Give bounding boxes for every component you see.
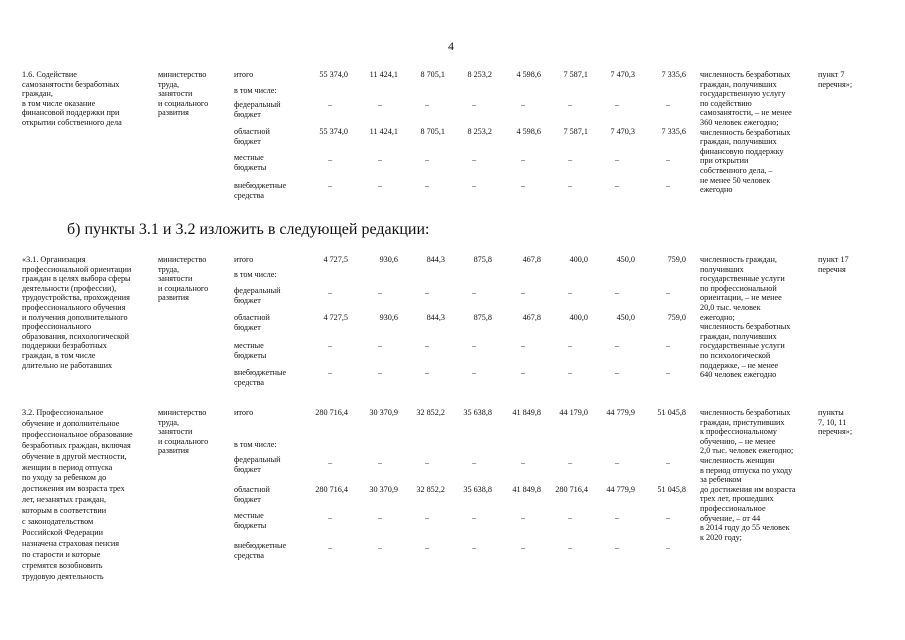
value-cell: – [327, 368, 333, 377]
value-cell: – [665, 543, 671, 552]
value-cell: – [520, 513, 526, 522]
value-cell: – [520, 155, 526, 164]
value-cell: 44 179,0 [559, 408, 588, 417]
value-cell: 759,0 [667, 255, 686, 264]
page-number: 4 [448, 39, 454, 53]
source-label: итого [234, 255, 254, 264]
value-cell: 280 716,4 [315, 408, 348, 417]
value-cell: – [424, 155, 430, 164]
value-cell: – [665, 100, 671, 109]
value-cell: – [520, 458, 526, 467]
value-cell: – [665, 341, 671, 350]
value-cell: 35 638,8 [463, 408, 492, 417]
value-cell: 7 335,6 [661, 127, 686, 136]
value-cell: – [614, 100, 620, 109]
source-label: федеральный бюджет [234, 100, 281, 119]
value-cell: 280 716,4 [555, 485, 588, 494]
source-label: областной бюджет [234, 127, 270, 146]
value-cell: – [567, 513, 573, 522]
value-cell: – [520, 288, 526, 297]
source-label: в том числе: [234, 270, 277, 279]
value-cell: – [424, 368, 430, 377]
value-cell: 8 253,2 [467, 127, 492, 136]
value-cell: – [614, 288, 620, 297]
section-heading: б) пункты 3.1 и 3.2 изложить в следующей редакции: [67, 221, 430, 238]
value-cell: 844,3 [426, 255, 445, 264]
value-cell: 32 852,2 [416, 408, 445, 417]
value-cell: 44 779,9 [606, 485, 635, 494]
indicator-text: численность безработных граждан, приступивших к профессиональному обучению, – не менее 2,0 тыс. человек ежегодно; численность женщин в период отпуска по уходу за ребенком до достижения им возраста трех лет, прошедших профессиональное обучение, – от 44 в 2014 году до 55 человек к 2020 году; [700, 408, 796, 542]
value-cell: 32 852,2 [416, 485, 445, 494]
indicator-text: численность граждан, получивших государственные услуги по профессиональной ориентации, – не менее 20,0 тыс. человек ежегодно; численность безработных граждан, получивших государственные услуги по психологической поддержке, – не менее 640 человек ежегодно [700, 255, 791, 380]
value-cell: – [665, 288, 671, 297]
value-cell: – [377, 341, 383, 350]
value-cell: 8 253,2 [467, 70, 492, 79]
value-cell: 7 587,1 [563, 127, 588, 136]
value-cell: – [567, 155, 573, 164]
value-cell: – [520, 341, 526, 350]
executor: министерство труда, занятости и социального развития [158, 408, 209, 456]
value-cell: – [471, 155, 477, 164]
value-cell: – [665, 513, 671, 522]
value-cell: 55 374,0 [319, 70, 348, 79]
value-cell: – [327, 100, 333, 109]
value-cell: – [471, 543, 477, 552]
measure-name: 1.6. Содействие самозанятости безработных граждан, в том числе оказание финансовой поддержки при открытии собственного дела [22, 70, 122, 127]
source-label: местные бюджеты [234, 341, 267, 360]
value-cell: 41 849,8 [512, 485, 541, 494]
value-cell: – [567, 100, 573, 109]
value-cell: – [614, 155, 620, 164]
value-cell: – [567, 181, 573, 190]
source-label: местные бюджеты [234, 511, 267, 530]
value-cell: 11 424,1 [369, 127, 398, 136]
value-cell: 4 598,6 [516, 127, 541, 136]
value-cell: – [665, 181, 671, 190]
value-cell: 930,6 [379, 255, 398, 264]
value-cell: – [614, 341, 620, 350]
value-cell: – [567, 288, 573, 297]
value-cell: – [424, 341, 430, 350]
value-cell: – [327, 458, 333, 467]
executor: министерство труда, занятости и социального развития [158, 255, 209, 303]
value-cell: – [614, 181, 620, 190]
value-cell: – [614, 368, 620, 377]
value-cell: – [377, 368, 383, 377]
value-cell: – [471, 513, 477, 522]
value-cell: – [471, 100, 477, 109]
value-cell: 44 779,9 [606, 408, 635, 417]
source-label: внебюджетные средства [234, 541, 287, 560]
value-cell: – [377, 543, 383, 552]
value-cell: 11 424,1 [369, 70, 398, 79]
value-cell: 467,8 [522, 255, 541, 264]
value-cell: – [424, 458, 430, 467]
value-cell: – [377, 100, 383, 109]
value-cell: 467,8 [522, 313, 541, 322]
value-cell: – [614, 513, 620, 522]
value-cell: 7 470,3 [610, 127, 635, 136]
source-label: федеральный бюджет [234, 286, 281, 305]
value-cell: – [327, 543, 333, 552]
value-cell: 400,0 [569, 313, 588, 322]
value-cell: 930,6 [379, 313, 398, 322]
source-label: внебюджетные средства [234, 181, 287, 200]
source-label: итого [234, 70, 254, 79]
value-cell: – [520, 181, 526, 190]
value-cell: – [377, 458, 383, 467]
value-cell: – [424, 181, 430, 190]
reference-text: пункт 17 перечня [818, 255, 849, 274]
measure-name: 3.2. Профессиональное обучение и дополнительное профессиональное образование безработных граждан, включая обучение в другой местности, женщин в период отпуска по уходу за ребенком до достижения им возраста трех лет, незанятых граждан, которым в соответствии с законодательством Российской Федерации назначена страховая пенсия по старости и которые стремятся возобновить трудовую деятельность [22, 408, 133, 581]
value-cell: – [614, 543, 620, 552]
value-cell: 51 045,8 [657, 408, 686, 417]
value-cell: – [471, 341, 477, 350]
value-cell: 7 335,6 [661, 70, 686, 79]
value-cell: – [471, 458, 477, 467]
value-cell: – [424, 513, 430, 522]
value-cell: 7 470,3 [610, 70, 635, 79]
value-cell: – [520, 100, 526, 109]
value-cell: 450,0 [616, 313, 635, 322]
value-cell: – [567, 368, 573, 377]
value-cell: 51 045,8 [657, 485, 686, 494]
source-label: федеральный бюджет [234, 455, 281, 474]
indicator-text: численность безработных граждан, получивших государственную услугу по содействию самозанятости, – не менее 360 человек ежегодно; численность безработных граждан, получивших финансовую поддержку при открытии собственного дела, – не менее 50 человек ежегодно [700, 70, 792, 195]
value-cell: – [520, 368, 526, 377]
value-cell: 280 716,4 [315, 485, 348, 494]
value-cell: – [567, 458, 573, 467]
value-cell: 8 705,1 [420, 70, 445, 79]
value-cell: – [665, 155, 671, 164]
value-cell: – [471, 288, 477, 297]
value-cell: 55 374,0 [319, 127, 348, 136]
value-cell: 844,3 [426, 313, 445, 322]
value-cell: – [327, 181, 333, 190]
value-cell: – [327, 513, 333, 522]
value-cell: 4 727,5 [323, 313, 348, 322]
value-cell: – [424, 100, 430, 109]
value-cell: 8 705,1 [420, 127, 445, 136]
value-cell: – [327, 341, 333, 350]
source-label: в том числе: [234, 86, 277, 95]
source-label: областной бюджет [234, 313, 270, 332]
value-cell: 41 849,8 [512, 408, 541, 417]
value-cell: – [665, 458, 671, 467]
value-cell: 7 587,1 [563, 70, 588, 79]
value-cell: 4 727,5 [323, 255, 348, 264]
source-label: внебюджетные средства [234, 368, 287, 387]
source-label: областной бюджет [234, 485, 270, 504]
source-label: итого [234, 408, 254, 417]
value-cell: 35 638,8 [463, 485, 492, 494]
source-label: местные бюджеты [234, 153, 267, 172]
value-cell: – [327, 155, 333, 164]
value-cell: 30 370,9 [369, 408, 398, 417]
value-cell: 30 370,9 [369, 485, 398, 494]
value-cell: – [377, 181, 383, 190]
value-cell: 400,0 [569, 255, 588, 264]
value-cell: – [614, 458, 620, 467]
value-cell: 450,0 [616, 255, 635, 264]
value-cell: – [377, 513, 383, 522]
measure-name: «3.1. Организация профессиональной ориентации граждан в целях выбора сферы деятельности (профессии), трудоустройства, прохождения профессионального обучения и получения дополнительного профессионального образования, психологической поддержки безработных граждан, в том числе длительно не работавших [22, 255, 132, 370]
value-cell: – [327, 288, 333, 297]
executor: министерство труда, занятости и социального развития [158, 70, 209, 118]
value-cell: – [424, 543, 430, 552]
value-cell: – [520, 543, 526, 552]
reference-text: пункты 7, 10, 11 перечня»; [818, 408, 853, 437]
value-cell: – [424, 288, 430, 297]
value-cell: – [567, 543, 573, 552]
value-cell: – [567, 341, 573, 350]
value-cell: 4 598,6 [516, 70, 541, 79]
source-label: в том числе: [234, 440, 277, 449]
value-cell: 875,8 [473, 255, 492, 264]
value-cell: – [471, 181, 477, 190]
value-cell: – [471, 368, 477, 377]
value-cell: – [665, 368, 671, 377]
value-cell: – [377, 288, 383, 297]
reference-text: пункт 7 перечня»; [818, 70, 853, 89]
value-cell: – [377, 155, 383, 164]
value-cell: 759,0 [667, 313, 686, 322]
value-cell: 875,8 [473, 313, 492, 322]
